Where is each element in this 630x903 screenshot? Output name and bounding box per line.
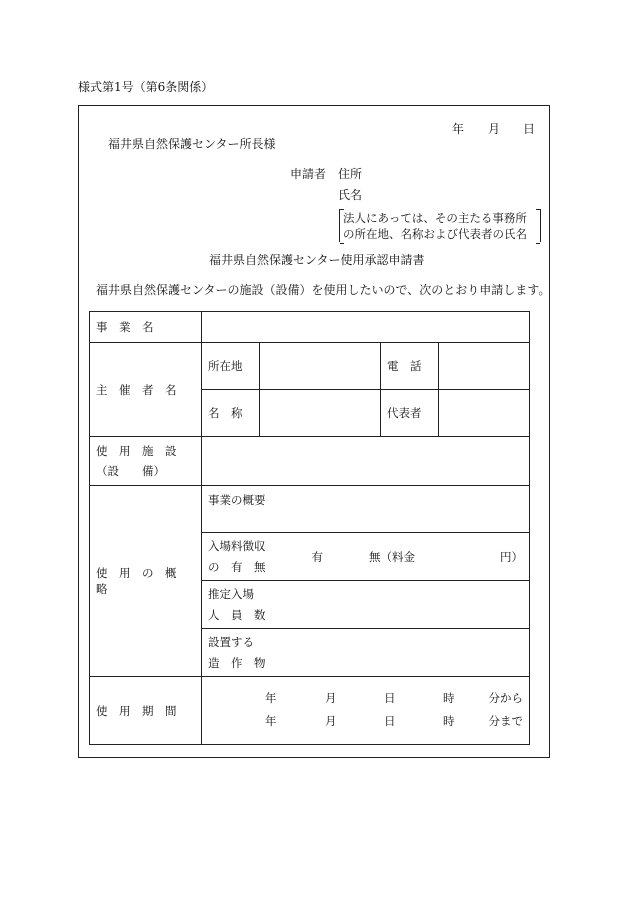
admission-fee-label: 入場料徴収 の 有 無 [208,538,266,574]
business-overview-label: 事業の概要 [208,493,266,507]
applicant-name-label: 氏名 [338,188,363,202]
org-name-field[interactable] [260,390,381,437]
date-day: 日 [523,122,536,136]
fee-no-option[interactable]: 無（料金 [369,549,415,564]
facility-field[interactable] [202,437,530,486]
from-hour: 時 [443,690,455,705]
application-table [89,311,530,745]
org-name-label: 名 称 [208,406,243,420]
to-year: 年 [265,713,277,728]
from-year: 年 [265,690,277,705]
addressee: 福井県自然保護センター所長様 [108,137,276,151]
organizer-label: 主 催 者 名 [96,382,177,397]
form-title: 福井県自然保護センター使用承認申請書 [209,253,425,267]
intro-text: 福井県自然保護センターの施設（設備）を使用したいので、次のとおり申請します。 [96,283,551,297]
estimated-attendance-label: 推定入場 人 員 数 [208,586,266,622]
date-year: 年 [452,122,465,136]
date-month: 月 [488,122,501,136]
event-name-label: 事 業 名 [96,320,154,334]
applicant-label: 申請者 [290,167,327,181]
location-label: 所在地 [208,359,243,373]
from-month: 月 [325,690,337,705]
phone-field[interactable] [439,343,530,390]
corporate-note-line1: 法人にあっては、その主たる事務所 [343,211,527,225]
from-minute: 分から [488,690,523,705]
to-month: 月 [325,713,337,728]
usage-period-label: 使 用 期 間 [96,703,177,718]
phone-label: 電 話 [387,359,422,373]
form-number: 様式第1号（第6条関係） [78,80,214,94]
facility-label: 使 用 施 設 （設 備） [96,444,177,478]
row-facility [90,437,530,486]
location-field[interactable] [260,343,381,390]
usage-period-field[interactable] [202,686,529,736]
fee-yen: 円） [500,549,523,564]
structures-label: 設置する 造 作 物 [208,634,266,670]
row-usage-period [90,677,530,745]
usage-summary-label: 使 用 の 概 略 [96,566,188,596]
applicant-address-label: 住所 [338,167,363,181]
event-name-field[interactable] [202,312,530,343]
representative-label: 代表者 [387,406,422,420]
row-organizer-location [90,343,530,390]
from-day: 日 [384,690,396,705]
corporate-note-line2: の所在地、名称および代表者の氏名 [343,227,527,241]
to-hour: 時 [443,713,455,728]
to-minute: 分まで [488,713,523,728]
representative-field[interactable] [439,390,530,437]
to-day: 日 [384,713,396,728]
fee-yes-option[interactable]: 有 [311,549,323,564]
row-business-overview [90,486,530,533]
row-event-name [90,312,530,343]
